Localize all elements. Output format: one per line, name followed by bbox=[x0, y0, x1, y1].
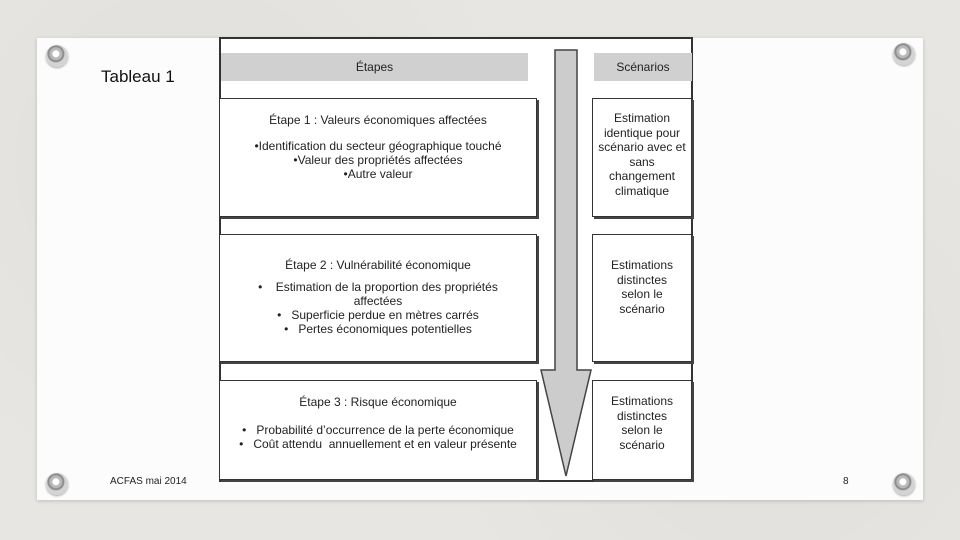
scenario-text: Estimations distinctes selon le scénario bbox=[610, 258, 674, 316]
step-item: • Pertes économiques potentielles bbox=[284, 322, 472, 336]
step-title: Étape 1 : Valeurs économiques affectées bbox=[269, 113, 487, 127]
pin-icon-bottom-right bbox=[893, 473, 915, 495]
step-item: • Estimation de la proportion des propriétés bbox=[258, 280, 498, 294]
flow-arrow-icon bbox=[538, 48, 594, 478]
step-title: Étape 2 : Vulnérabilité économique bbox=[285, 258, 471, 272]
scenario-text: Estimation identique pour scénario avec et sans changement climatique bbox=[598, 111, 686, 198]
scenario-box-2 bbox=[592, 234, 692, 362]
step-item: •Autre valeur bbox=[343, 167, 413, 181]
step-item: affectées bbox=[353, 294, 403, 308]
slide-title: Tableau 1 bbox=[101, 67, 175, 86]
step-box-3 bbox=[219, 380, 537, 480]
footer-date: ACFAS mai 2014 bbox=[110, 476, 187, 487]
pin-icon-bottom-left bbox=[46, 473, 68, 495]
step-item: •Identification du secteur géographique touché bbox=[254, 139, 502, 153]
step-box-1 bbox=[219, 98, 537, 217]
step-title: Étape 3 : Risque économique bbox=[299, 395, 457, 409]
step-items bbox=[220, 139, 536, 181]
scenario-box-3 bbox=[592, 380, 692, 480]
header-steps: Étapes bbox=[221, 53, 528, 81]
step-box-2 bbox=[219, 234, 537, 362]
header-scenarios: Scénarios bbox=[594, 53, 692, 81]
pin-icon-top-left bbox=[46, 45, 68, 67]
step-item: • Coût attendu annuellement et en valeur présente bbox=[239, 437, 517, 451]
scenario-box-1 bbox=[592, 98, 692, 217]
step-item: • Probabilité d’occurrence de la perte économique bbox=[242, 423, 514, 437]
page-number: 8 bbox=[843, 476, 849, 487]
step-items bbox=[220, 280, 536, 336]
step-item: • Superficie perdue en mètres carrés bbox=[277, 308, 479, 322]
step-items bbox=[220, 423, 536, 451]
step-item: •Valeur des propriétés affectées bbox=[293, 153, 463, 167]
pin-icon-top-right bbox=[893, 43, 915, 65]
scenario-text: Estimations distinctes selon le scénario bbox=[610, 394, 674, 452]
